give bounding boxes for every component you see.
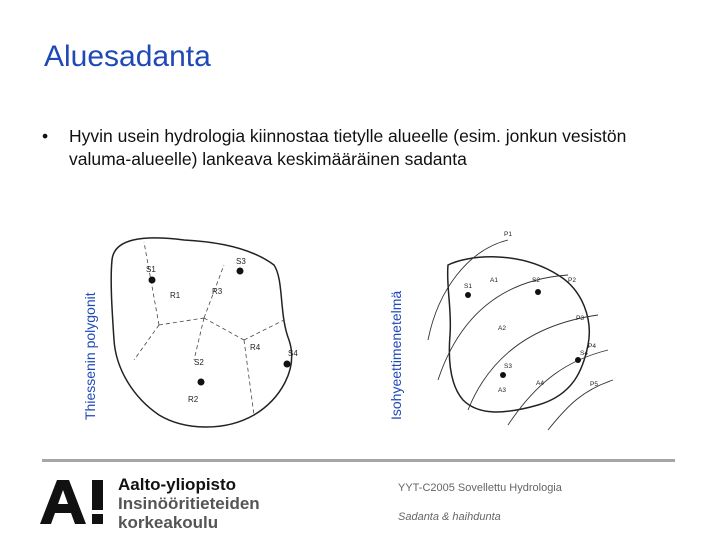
polygon-edges xyxy=(134,242,284,415)
thiessen-diagram xyxy=(104,220,324,440)
logo-line-1: Aalto-yliopisto xyxy=(118,475,237,494)
area-label-a3: A3 xyxy=(498,387,506,394)
isohyet-lines xyxy=(428,240,613,430)
bullet-text: Hyvin usein hydrologia kiinnostaa tietylle alueelle (esim. jonkun vesistön valuma-alueelle) lankeava keskimääräinen sadanta xyxy=(69,126,627,169)
logo-line-3: korkeakoulu xyxy=(118,513,219,532)
slide-title: Aluesadanta xyxy=(44,40,211,73)
station-s1 xyxy=(149,277,156,284)
region-label-r2: R2 xyxy=(188,395,199,404)
station-s1 xyxy=(465,292,471,298)
isohyet-label-p4: P4 xyxy=(588,343,596,350)
station-points xyxy=(465,289,581,378)
isohyet-label-p1: P1 xyxy=(504,231,512,238)
region-label-r3: R3 xyxy=(212,287,223,296)
station-s2 xyxy=(535,289,541,295)
station-s3 xyxy=(500,372,506,378)
station-s2 xyxy=(198,379,205,386)
isohyet-diagram xyxy=(408,220,618,435)
footer-course: YYT-C2005 Sovellettu Hydrologia xyxy=(398,482,562,494)
station-label-s2: S2 xyxy=(194,358,204,367)
logo-line-2: Insinööritieteiden xyxy=(118,494,260,513)
station-s4 xyxy=(284,361,291,368)
footer-divider xyxy=(42,459,675,462)
isohyet-label-p2: P2 xyxy=(568,277,576,284)
isohyet-label: Isohyeettimenetelmä xyxy=(388,290,404,420)
aalto-logo-text xyxy=(118,475,260,532)
station-label-s1: S1 xyxy=(464,283,472,290)
catchment-boundary xyxy=(111,238,291,427)
region-label-r4: R4 xyxy=(250,343,261,352)
isohyet-label-p5: P5 xyxy=(590,381,598,388)
area-label-a1: A1 xyxy=(490,277,498,284)
footer-topic: Sadanta & haihdunta xyxy=(398,511,501,523)
station-label-s4: S4 xyxy=(580,350,588,357)
station-label-s3: S3 xyxy=(504,363,512,370)
station-label-s4: S4 xyxy=(288,349,298,358)
isohyet-label-p3: P3 xyxy=(576,315,584,322)
bullet-dot: • xyxy=(42,126,49,146)
area-label-a4: A4 xyxy=(536,380,544,387)
region-label-r1: R1 xyxy=(170,291,181,300)
station-label-s1: S1 xyxy=(146,265,156,274)
station-s3 xyxy=(237,268,244,275)
station-s4 xyxy=(575,357,581,363)
thiessen-label: Thiessenin polygonit xyxy=(82,292,98,420)
station-label-s2: S2 xyxy=(532,277,540,284)
station-label-s3: S3 xyxy=(236,257,246,266)
area-label-a2: A2 xyxy=(498,325,506,332)
aalto-logo-mark xyxy=(40,478,106,526)
